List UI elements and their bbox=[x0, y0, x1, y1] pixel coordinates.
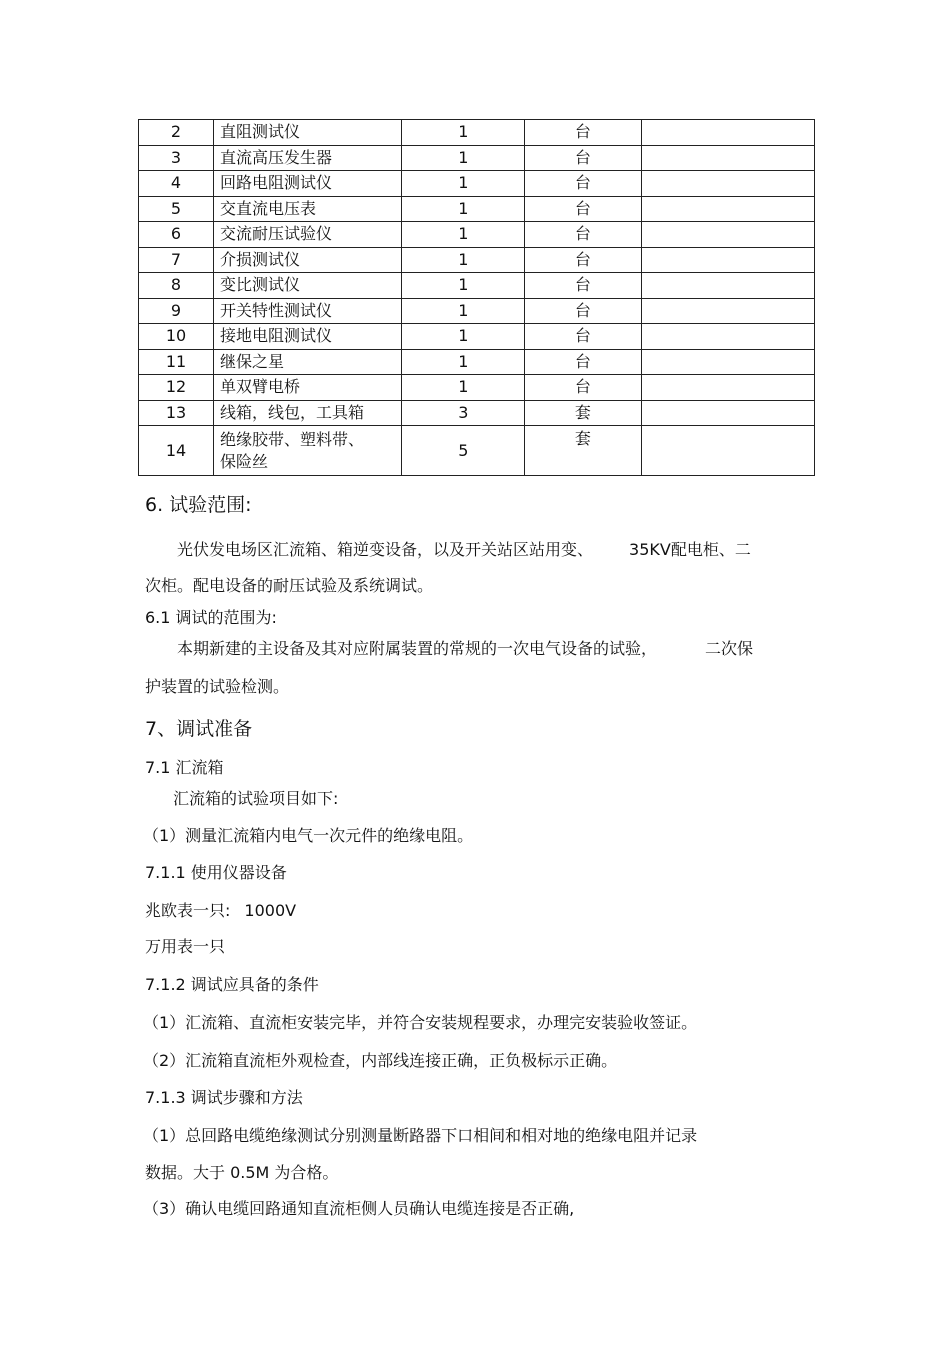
remark bbox=[641, 247, 814, 273]
remark bbox=[641, 349, 814, 375]
list-item: （1）测量汇流箱内电气一次元件的绝缘电阻。 bbox=[143, 826, 474, 845]
unit: 台 bbox=[525, 375, 642, 401]
row-number: 5 bbox=[139, 196, 214, 222]
paragraph-line bbox=[145, 898, 296, 921]
quantity: 1 bbox=[402, 120, 525, 146]
unit: 台 bbox=[525, 247, 642, 273]
text-span: 本期新建的主设备及其对应附属装置的常规的一次电气设备的试验， bbox=[177, 639, 658, 658]
equipment-name bbox=[213, 426, 402, 476]
quantity: 1 bbox=[402, 375, 525, 401]
paragraph-line bbox=[177, 636, 753, 659]
remark bbox=[641, 273, 814, 299]
quantity: 1 bbox=[402, 349, 525, 375]
equipment-name: 变比测试仪 bbox=[213, 273, 402, 299]
remark bbox=[641, 145, 814, 171]
row-number: 14 bbox=[139, 426, 214, 476]
table-row bbox=[139, 375, 815, 401]
row-number: 10 bbox=[139, 324, 214, 350]
table-row bbox=[139, 298, 815, 324]
quantity: 1 bbox=[402, 145, 525, 171]
row-number: 13 bbox=[139, 400, 214, 426]
unit: 台 bbox=[525, 196, 642, 222]
table-row bbox=[139, 222, 815, 248]
quantity: 3 bbox=[402, 400, 525, 426]
text-span: 35KV配电柜、二 bbox=[629, 540, 751, 559]
unit: 台 bbox=[525, 171, 642, 197]
remark bbox=[641, 375, 814, 401]
equipment-name: 直流高压发生器 bbox=[213, 145, 402, 171]
equipment-name: 继保之星 bbox=[213, 349, 402, 375]
equipment-name: 单双臂电桥 bbox=[213, 375, 402, 401]
quantity: 1 bbox=[402, 171, 525, 197]
paragraph-line: 万用表一只 bbox=[145, 937, 226, 956]
table-row bbox=[139, 145, 815, 171]
remark bbox=[641, 171, 814, 197]
unit: 台 bbox=[525, 349, 642, 375]
equipment-name: 直阻测试仪 bbox=[213, 120, 402, 146]
equipment-name: 回路电阻测试仪 bbox=[213, 171, 402, 197]
unit: 台 bbox=[525, 222, 642, 248]
row-number: 7 bbox=[139, 247, 214, 273]
unit: 套 bbox=[525, 400, 642, 426]
remark bbox=[641, 426, 814, 476]
section-6-heading: 6. 试验范围: bbox=[145, 494, 252, 516]
unit: 台 bbox=[525, 145, 642, 171]
section-7-1-2-heading: 7.1.2 调试应具备的条件 bbox=[145, 975, 319, 994]
equipment-name: 交直流电压表 bbox=[213, 196, 402, 222]
table-row bbox=[139, 324, 815, 350]
row-number: 12 bbox=[139, 375, 214, 401]
equipment-name: 开关特性测试仪 bbox=[213, 298, 402, 324]
remark bbox=[641, 400, 814, 426]
table-row bbox=[139, 426, 815, 476]
row-number: 2 bbox=[139, 120, 214, 146]
text-span: 光伏发电场区汇流箱、箱逆变设备，以及开关站区站用变、 bbox=[177, 540, 594, 559]
list-item: （3）确认电缆回路通知直流柜侧人员确认电缆连接是否正确, bbox=[143, 1199, 575, 1218]
quantity: 1 bbox=[402, 273, 525, 299]
remark bbox=[641, 324, 814, 350]
quantity: 1 bbox=[402, 222, 525, 248]
paragraph-line: 护装置的试验检测。 bbox=[145, 677, 290, 696]
table-row bbox=[139, 171, 815, 197]
text-span: 二次保 bbox=[705, 639, 754, 658]
quantity: 5 bbox=[402, 426, 525, 476]
quantity: 1 bbox=[402, 247, 525, 273]
equipment-table bbox=[138, 119, 815, 476]
section-6-1-heading: 6.1 调试的范围为: bbox=[145, 608, 277, 627]
row-number: 4 bbox=[139, 171, 214, 197]
equipment-name-line-1: 绝缘胶带、塑料带、 bbox=[219, 429, 364, 449]
section-7-1-3-heading: 7.1.3 调试步骤和方法 bbox=[145, 1088, 303, 1107]
table-row bbox=[139, 120, 815, 146]
quantity: 1 bbox=[402, 324, 525, 350]
paragraph-line: 次柜。配电设备的耐压试验及系统调试。 bbox=[145, 576, 434, 595]
section-7-1-heading: 7.1 汇流箱 bbox=[145, 758, 224, 777]
remark bbox=[641, 120, 814, 146]
table-row bbox=[139, 273, 815, 299]
equipment-name: 介损测试仪 bbox=[213, 247, 402, 273]
equipment-name: 交流耐压试验仪 bbox=[213, 222, 402, 248]
paragraph-line: 汇流箱的试验项目如下: bbox=[173, 789, 339, 808]
equipment-name: 接地电阻测试仪 bbox=[213, 324, 402, 350]
table-row bbox=[139, 196, 815, 222]
table-row bbox=[139, 247, 815, 273]
section-7-heading: 7、调试准备 bbox=[145, 718, 253, 740]
quantity: 1 bbox=[402, 196, 525, 222]
row-number: 3 bbox=[139, 145, 214, 171]
remark bbox=[641, 298, 814, 324]
paragraph-line: 数据。大于 0.5M 为合格。 bbox=[145, 1163, 339, 1182]
unit: 套 bbox=[525, 426, 642, 476]
row-number: 8 bbox=[139, 273, 214, 299]
equipment-name-line-2: 保险丝 bbox=[219, 451, 268, 471]
unit: 台 bbox=[525, 273, 642, 299]
table-row bbox=[139, 400, 815, 426]
list-item: （2）汇流箱直流柜外观检查，内部线连接正确，正负极标示正确。 bbox=[143, 1051, 618, 1070]
unit: 台 bbox=[525, 324, 642, 350]
paragraph-line bbox=[177, 537, 751, 560]
list-item: （1）汇流箱、直流柜安装完毕，并符合安装规程要求，办理完安装验收签证。 bbox=[143, 1013, 698, 1032]
list-item: （1）总回路电缆绝缘测试分别测量断路器下口相间和相对地的绝缘电阻并记录 bbox=[143, 1126, 698, 1145]
quantity: 1 bbox=[402, 298, 525, 324]
row-number: 9 bbox=[139, 298, 214, 324]
remark bbox=[641, 196, 814, 222]
table-row bbox=[139, 349, 815, 375]
row-number: 6 bbox=[139, 222, 214, 248]
equipment-name: 线箱，线包，工具箱 bbox=[213, 400, 402, 426]
unit: 台 bbox=[525, 298, 642, 324]
section-7-1-1-heading: 7.1.1 使用仪器设备 bbox=[145, 863, 287, 882]
text-span: 1000V bbox=[244, 901, 297, 920]
text-span: 兆欧表一只: bbox=[145, 901, 231, 920]
row-number: 11 bbox=[139, 349, 214, 375]
remark bbox=[641, 222, 814, 248]
unit: 台 bbox=[525, 120, 642, 146]
